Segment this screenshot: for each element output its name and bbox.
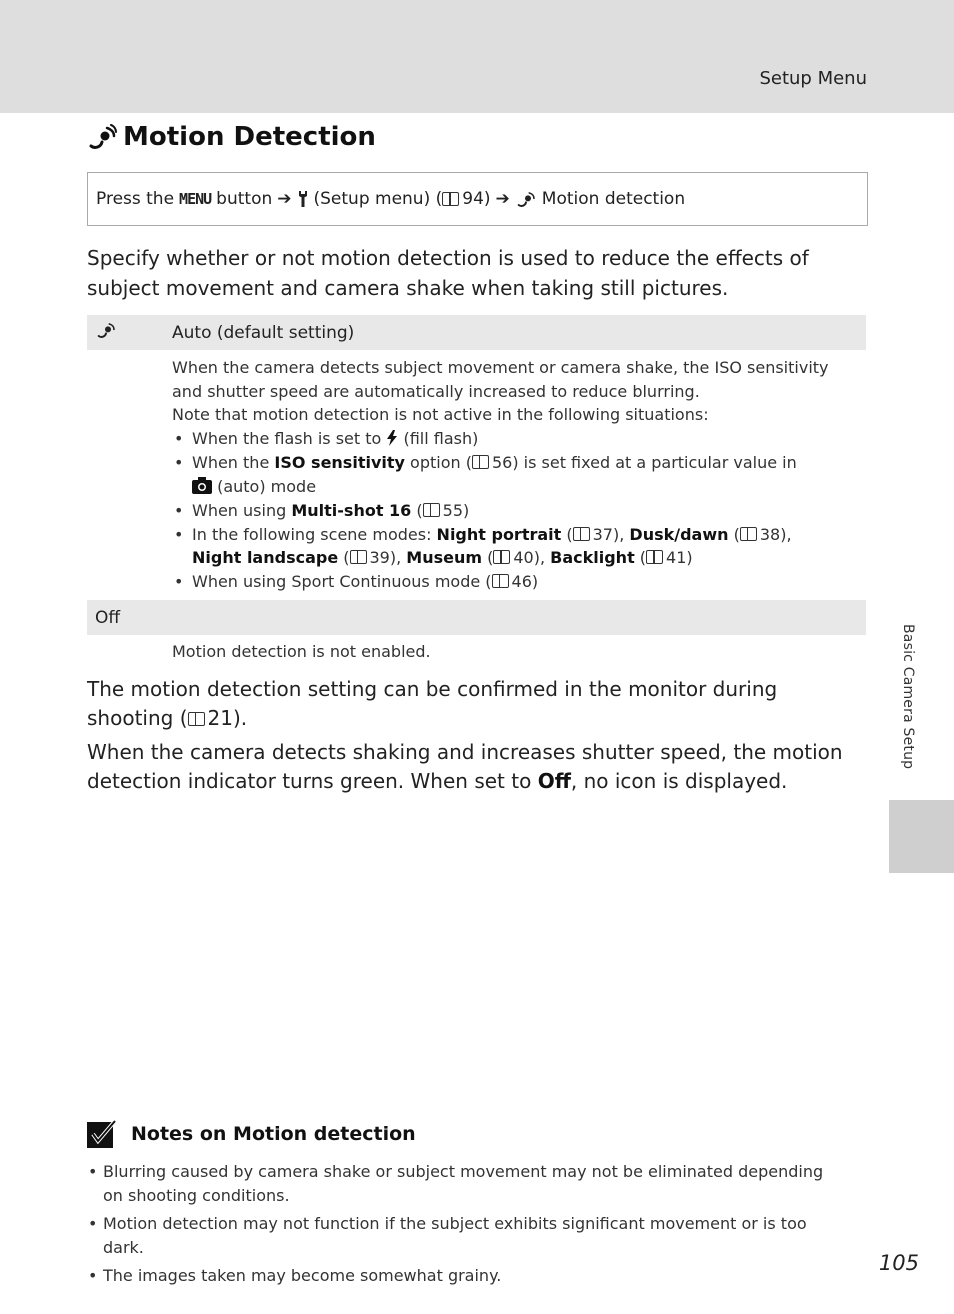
page-ref-icon	[646, 550, 663, 564]
page-ref-icon	[442, 192, 459, 206]
check-note-icon	[87, 1120, 117, 1148]
wrench-icon	[297, 190, 309, 208]
option-key	[87, 320, 172, 345]
desc-text: When the camera detects subject movement or camera shake, the ISO sensitivity and shutter speed are automatically increased to reduce blurring.	[172, 358, 829, 401]
arrow-icon: ➔	[277, 189, 292, 209]
page-ref-icon	[492, 574, 509, 588]
list-item: • When the flash is set to (fill flash)	[172, 427, 862, 451]
page-title	[87, 122, 376, 152]
nav-text: 94)	[462, 189, 491, 209]
list-item: • Motion detection may not function if the subject exhibits significant movement or is too dark.	[87, 1212, 847, 1260]
menu-path-box	[87, 172, 868, 226]
page-ref-icon	[472, 455, 489, 469]
list-item: • When using Multi-shot 16 ( 55)	[172, 499, 862, 523]
camera-icon	[192, 477, 212, 494]
page-ref-icon	[573, 527, 590, 541]
option-desc-off: Motion detection is not enabled.	[172, 642, 431, 661]
motion-detection-icon	[515, 189, 537, 209]
option-key: Off	[95, 607, 121, 628]
page-number: 105	[878, 1251, 919, 1275]
option-desc-auto	[172, 356, 862, 594]
motion-detection-icon	[87, 122, 117, 152]
option-label: Auto (default setting)	[172, 322, 355, 343]
nav-text: button	[216, 189, 273, 209]
list-item: • When the ISO sensitivity option ( 56) is set fixed at a particular value in (auto) mode	[172, 451, 862, 498]
list-item: • When using Sport Continuous mode ( 46)	[172, 570, 862, 594]
indicator-paragraph: When the camera detects shaking and increases shutter speed, the motion detection indicator turns green. When set to Off, no icon is displayed.	[87, 740, 843, 793]
page-title-text: Motion Detection	[123, 122, 376, 152]
option-row-auto	[87, 315, 866, 350]
arrow-icon: ➔	[495, 189, 510, 209]
side-tab	[889, 800, 954, 873]
page-ref-icon	[740, 527, 757, 541]
page-ref-icon	[188, 712, 205, 726]
list-item: • In the following scene modes: Night portrait ( 37), Dusk/dawn ( 38), Night landscape ( 39), Museum ( 40), Backlight ( 41)	[172, 523, 862, 570]
desc-text: Note that motion detection is not active in the following situations:	[172, 405, 709, 424]
nav-text: Motion detection	[541, 189, 686, 209]
flash-icon	[386, 430, 398, 446]
motion-detection-icon	[95, 320, 117, 340]
notes-heading	[87, 1120, 416, 1148]
side-tab-label: Basic Camera Setup	[900, 624, 916, 770]
header-band	[0, 0, 954, 113]
page-ref-icon	[493, 550, 510, 564]
list-item: • The images taken may become somewhat grainy.	[87, 1264, 847, 1288]
section-label: Setup Menu	[759, 68, 867, 89]
page-ref-icon	[423, 503, 440, 517]
nav-text: Press the	[96, 189, 175, 209]
confirm-paragraph: The motion detection setting can be confirmed in the monitor during shooting ( 21).	[87, 677, 778, 730]
intro-paragraph: Specify whether or not motion detection is used to reduce the effects of subject movement and camera shake when taking still pictures.	[87, 246, 809, 300]
situation-list	[172, 427, 862, 594]
notes-list	[87, 1160, 847, 1292]
list-item: • Blurring caused by camera shake or subject movement may not be eliminated depending on shooting conditions.	[87, 1160, 847, 1208]
option-row-off	[87, 600, 866, 635]
notes-title: Notes on Motion detection	[131, 1123, 416, 1145]
nav-text: (Setup menu) (	[313, 189, 443, 209]
page-ref-icon	[350, 550, 367, 564]
menu-button-glyph: MENU	[179, 190, 212, 208]
